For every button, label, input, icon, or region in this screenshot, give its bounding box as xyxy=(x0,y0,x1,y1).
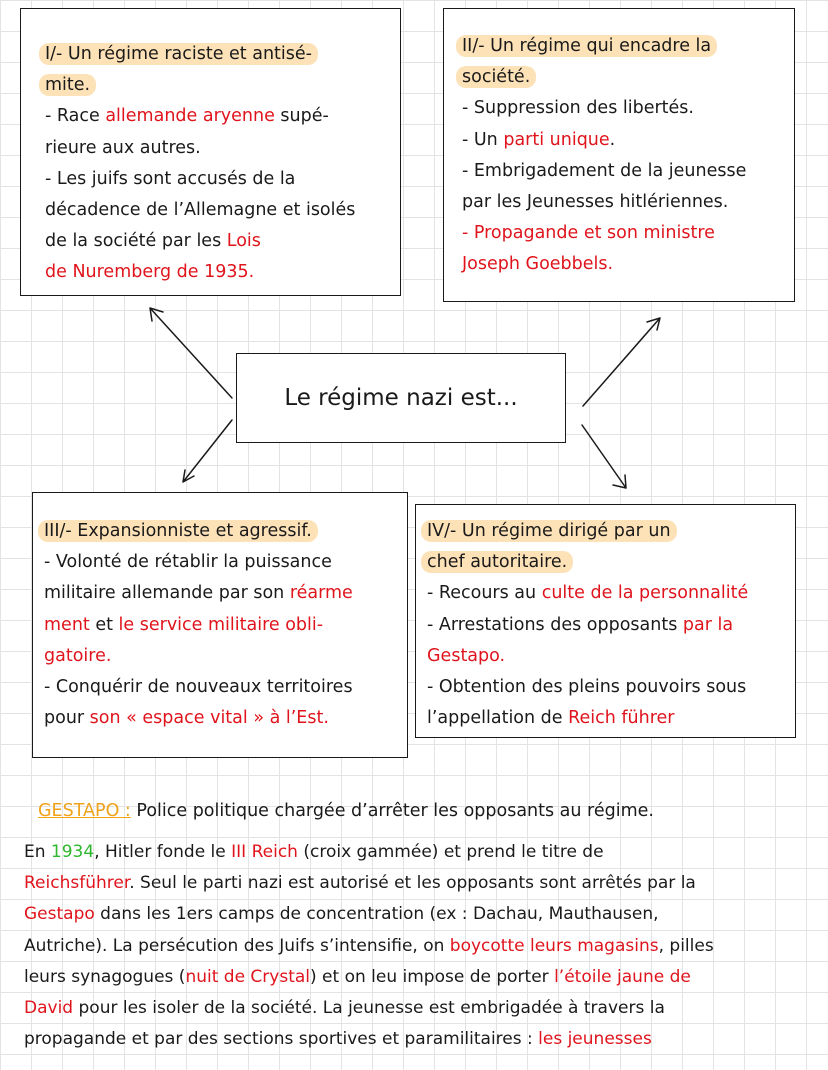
arrow-bottom-left xyxy=(183,420,232,482)
box-racist-regime: I/- Un régime raciste et antisé- mite. - Race allemande aryenne supé- rieure aux autres. - Les juifs sont accusés de la décadence de l’Allemagne et isolés de la société par les Lois de Nuremberg de 1935. xyxy=(20,8,401,296)
gestapo-definition: GESTAPO : Police politique chargée d’arrêter les opposants au régime. xyxy=(38,801,654,821)
gestapo-term: GESTAPO : xyxy=(38,801,131,821)
arrow-top-right xyxy=(583,318,660,406)
box1-title-line1: I/- Un régime raciste et antisé- xyxy=(39,43,318,65)
central-title-box xyxy=(236,353,566,443)
summary-paragraph: En 1934, Hitler fonde le III Reich (croix gammée) et prend le titre de Reichsführer. Seul le parti nazi est autorisé et les opposants sont arrêtés par la Gestapo dans les 1ers camps de concentration (ex : Dachau, Mauthausen, Autriche). La persécution des Juifs s’intensifie, on boycotte leurs magasins, pilles leurs synagogues (nuit de Crystal) et on leu impose de porter l’étoile jaune de David pour les isoler de la société. La jeunesse est embrigadée à travers la propagande et par des sections sportives et paramilitaires : les jeunesses xyxy=(24,842,714,1050)
nuremberg-laws: de Nuremberg de 1935. xyxy=(45,262,255,283)
arrow-bottom-right xyxy=(582,425,626,488)
box-authoritarian-leader: IV/- Un régime dirigé par un chef autoritaire. - Recours au culte de la personnalité - Arrestations des opposants par la Gestapo. - Obtention des pleins pouvoirs sous l’appellation de Reich führer xyxy=(415,504,796,738)
arrow-top-left xyxy=(150,308,232,398)
central-title: Le régime nazi est... xyxy=(284,385,518,411)
box-expansionist: III/- Expansionniste et agressif. - Volonté de rétablir la puissance militaire allemande par son réarme ment et le service militaire obli- gatoire. - Conquérir de nouveaux territoires pour son « espace vital » à l’Est. xyxy=(32,492,408,758)
box1-title-line2: mite. xyxy=(39,74,96,96)
box-controlling-regime: II/- Un régime qui encadre la société. - Suppression des libertés. - Un parti unique. - Embrigadement de la jeunesse par les Jeunesses hitlériennes. - Propagande et son ministre Joseph Goebbels. xyxy=(443,8,795,302)
highlight-aryan-race: allemande aryenne xyxy=(105,106,275,127)
